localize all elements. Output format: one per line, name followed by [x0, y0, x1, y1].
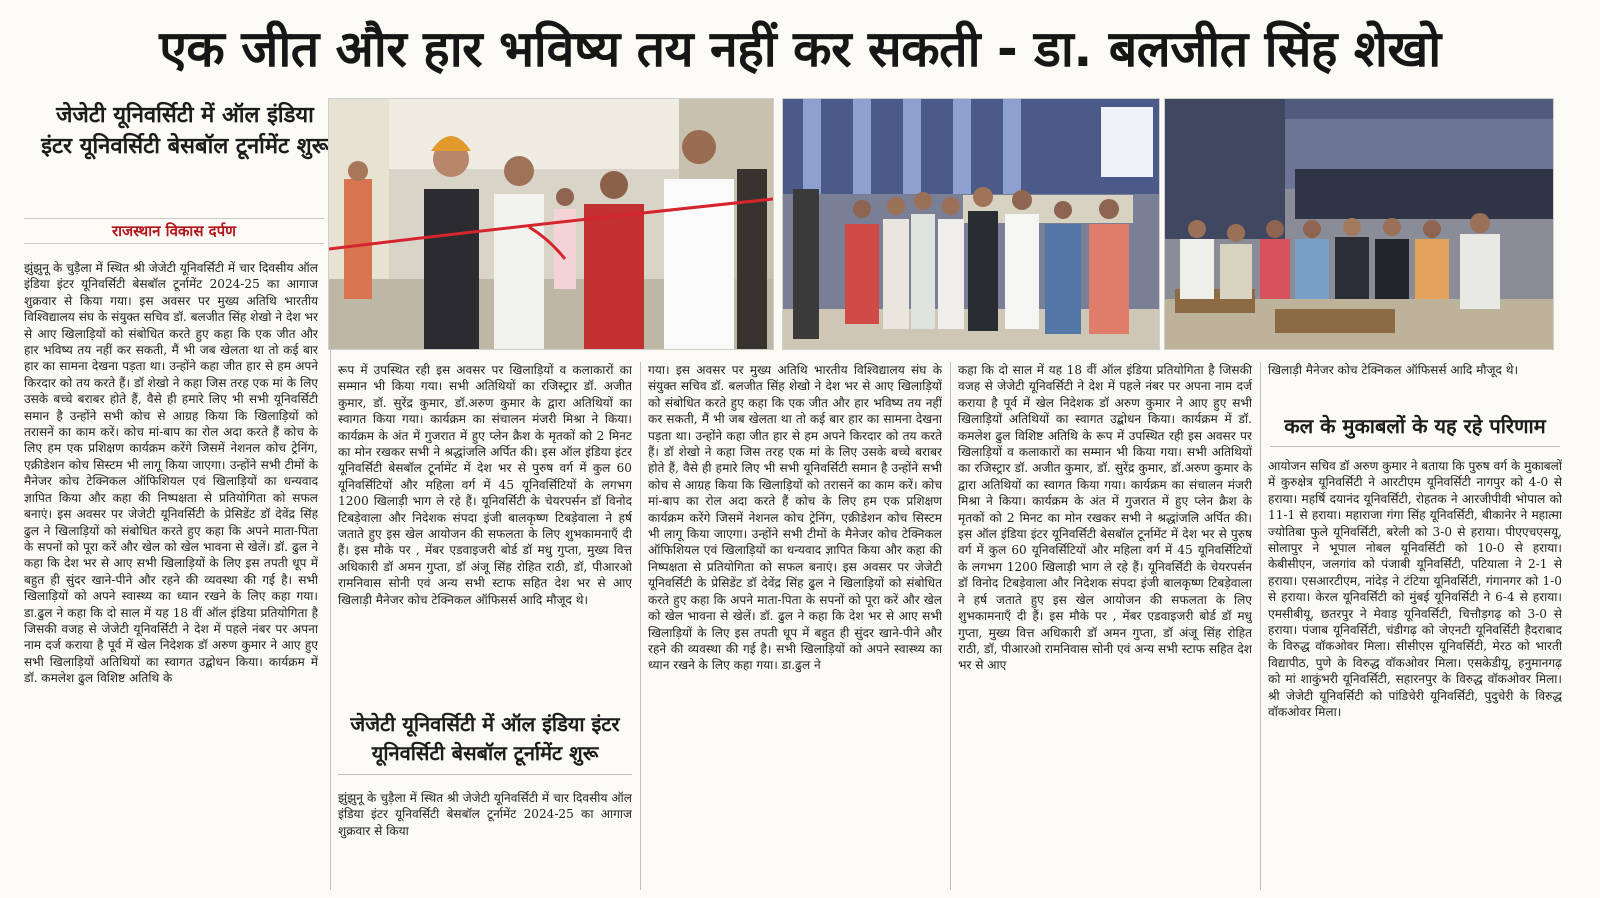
article-column-2-text: रूप में उपस्थित रही इस अवसर पर खिलाड़ियों व कलाकारों का सम्मान भी किया गया। सभी अतिथियों का रजिस्ट्रार डॉ. अजीत कुमार, डॉ. सुरेंद्र कुमार, डॉ.अरुण कुमार के द्वारा अतिथियों का स्वागत किया गया। कार्यक्रम का संचालन मंजरी मिश्रा ने किया। कार्यक्रम के अंत में गुजरात में हुए प्लेन क्रैश के मृतकों को 2 मिनट का मोन रखकर सभी ने श्रद्धांजलि अर्पित की। इस ऑल इंडिया इंटर यूनिवर्सिटी बेसबॉल टूर्नामेंट में देश भर से पुरुष वर्ग में कुल 60 यूनिवर्सिटियों और महिला वर्ग में 45 यूनिवर्सिटियों के लगभग 1200 खिलाड़ी भाग ले रहे हैं। यूनिवर्सिटी के चेयरपर्सन डॉ विनोद टिबड़ेवाला और निदेशक संपदा इंजी बालकृष्ण टिबड़ेवाला ने हर्ष जताते हुए इस खेल आयोजन की सफलता के लिए शुभकामनाएँ दी हैं। इस मौके पर , मेंबर एडवाइजरी बोर्ड डॉ मधु गुप्ता, मुख्य वित्त अधिकारी डॉ अमन गुप्ता, डॉ अंजू सिंह रोहित राठी, डॉ, पीआरओ रामनिवास सोनी एवं अन्य सभी स्टाफ सहित देश भर से आए खिलाड़ी मैनेजर कोच टेक्निकल ऑफिसर्स आदि मौजूद थे। — [338, 363, 632, 607]
article-column-1-text: झुंझुनू के चुड़ैला में स्थित श्री जेजेटी यूनिवर्सिटी में चार दिवसीय ऑल इंडिया इंटर यूनिवर्सिटी बेसबॉल टूर्नामेंट 2024-25 का आगाज शुक्रवार से किया गया। इस अवसर पर मुख्य अतिथि भारतीय विश्विद्यालय संघ के संयुक्त सचिव डॉ. बलजीत सिंह शेखो ने देश भर से आए खिलाड़ियों को संबोधित करते हुए कहा कि एक जीत और हार भविष्य तय नहीं कर सकती, मैं भी जब खेलता था तो कई बार हार का सामना देखना पड़ता था। उन्होंने कहा जीत हार से हम अपने किरदार को तय करते हैं। डॉ शेखो ने कहा जिस तरह एक मां के लिए उसके बच्चे बराबर होते हैं, वैसे ही हमारे लिए भी सभी यूनिवर्सिटी समान है उन्होंने सभी कोच से आग्रह किया कि खिलाड़ियों को तरासनें का काम करें। कोच मां-बाप का रोल अदा करते हैं कोच के लिए हम एक प्रशिक्षण कार्यक्रम करेंगे जिसमें नेशनल कोच ट्रेनिंग, एक्रीडेशन कोच सिस्टम भी लागू किया जाएगा। उन्होंने सभी टीमों के मैनेजर कोच टेक्निकल ऑफिशियल एवं खिलाड़ियों का धन्यवाद ज्ञापित किया और कहा की निष्पक्षता से प्रतियोगिता को सफल बनाएं। इस अवसर पर जेजेटी यूनिवर्सिटी के प्रेसिडेंट डॉ देवेंद्र सिंह ढुल ने खिलाड़ियों को संबोधित करते हुए कहा कि अपने माता-पिता के सपनों को पूरा करें और खेल को खेल भावना से खेलें। डॉ. ढुल ने कहा कि देश भर से आए सभी खिलाड़ियों के लिए इस तपती धूप में बहुत ही सुंदर खाने-पीने और रहने की व्यवस्था की गई है। सभी खिलाड़ियों को अपने स्वास्थ्य का ध्यान रखने के लिए कहा गया। डा.ढुल ने कहा कि दो साल में यह 18 वीं ऑल इंडिया प्रतियोगिता है जिसकी वजह से जेजेटी यूनिवर्सिटी ने देश में पहले नंबर पर अपना नाम दर्ज कराया है पूर्व में खेल निदेशक डॉ अरुण कुमार ने आए हुए सभी खिलाड़ियों अतिथियों का स्वागत उद्बोधन किया। कार्यक्रम में डॉ. कमलेश ढुल विशिष्ट अतिथि के — [24, 261, 318, 686]
results-text: आयोजन सचिव डॉ अरुण कुमार ने बताया कि पुरुष वर्ग के मुकाबलों में कुरुक्षेत्र यूनिवर्सिटी ने आरटीएम यूनिवर्सिटी नागपुर को 4-0 से हराया। महर्षि दयानंद यूनिवर्सिटी, रोहतक ने आरजीपीवी भोपाल को 11-1 से हराया। महाराजा गंगा सिंह यूनिवर्सिटी, बीकानेर ने महात्मा ज्योतिबा फुले यूनिवर्सिटी, बरेली को 3-0 से हराया। पीएएचएसयू, सोलापुर ने भूपाल नोबल यूनिवर्सिटी को 10-0 से हराया। केबीसीएन, जलगांव को पंजाबी यूनिवर्सिटी, पटियाला ने 2-1 से हराया। एसआरटीएम, नांदेड़ ने टंटिया यूनिवर्सिटी, गंगानगर को 1-0 से हराया। केरल यूनिवर्सिटी को मुंबई यूनिवर्सिटी ने 6-4 से हराया। एमसीबीयू, छतरपुर ने मेवाड़ यूनिवर्सिटी, चित्तौड़गढ़ को 3-0 से हराया। पंजाब यूनिवर्सिटी, चंडीगढ़ को जेएनटी यूनिवर्सिटी हैदराबाद के विरुद्ध वॉकओवर मिला। सीसीएस यूनिवर्सिटी, मेरठ को भारती विद्यापीठ, पुणे के विरुद्ध वॉकओवर मिला। एसकेडीयू, हनुमानगढ़ को मां शाकुंभरी यूनिवर्सिटी, सहारनपुर के विरुद्ध वॉकओवर मिला। श्री जेजेटी यूनिवर्सिटी को पांडिचेरी यूनिवर्सिटी, पुदुचेरी के विरुद्ध वॉकओवर मिला। — [1268, 459, 1562, 720]
article-column-3-text: गया। इस अवसर पर मुख्य अतिथि भारतीय विश्विद्यालय संघ के संयुक्त सचिव डॉ. बलजीत सिंह शेखो ने देश भर से आए खिलाड़ियों को संबोधित करते हुए कहा कि एक जीत और हार भविष्य तय नहीं कर सकती, मैं भी जब खेलता था तो कई बार हार का सामना देखना पड़ता था। उन्होंने कहा जीत हार से हम अपने किरदार को तय करते हैं। डॉ शेखो ने कहा जिस तरह एक मां के लिए उसके बच्चे बराबर होते हैं, वैसे ही हमारे लिए भी सभी यूनिवर्सिटी समान है उन्होंने सभी कोच से आग्रह किया कि खिलाड़ियों को तरासनें का काम करें। कोच मां-बाप का रोल अदा करते हैं कोच के लिए हम एक प्रशिक्षण कार्यक्रम करेंगे जिसमें नेशनल कोच ट्रेनिंग, एक्रीडेशन कोच सिस्टम भी लागू किया जाएगा। उन्होंने सभी टीमों के मैनेजर कोच टेक्निकल ऑफिशियल एवं खिलाड़ियों का धन्यवाद ज्ञापित किया और कहा की निष्पक्षता से प्रतियोगिता को सफल बनाएं। इस अवसर पर जेजेटी यूनिवर्सिटी के प्रेसिडेंट डॉ देवेंद्र सिंह ढुल ने खिलाड़ियों को संबोधित करते हुए कहा कि अपने माता-पिता के सपनों को पूरा करें और खेल को खेल भावना से खेलें। डॉ. ढुल ने कहा कि देश भर से आए सभी खिलाड़ियों के लिए इस तपती धूप में बहुत ही सुंदर खाने-पीने और रहने की व्यवस्था की गई है। सभी खिलाड़ियों को अपने स्वास्थ्य का ध्यान रखने के लिए कहा गया। डा.ढुल ने — [648, 363, 942, 673]
sub-article-paragraph: झुंझुनू के चुड़ैला में स्थित श्री जेजेटी यूनिवर्सिटी में चार दिवसीय ऑल इंडिया इंटर यूनिवर्सिटी बेसबॉल टूर्नामेंट 2024-25 का आगाज शुक्रवार से किया — [338, 791, 632, 838]
sub-article-heading: जेजेटी यूनिवर्सिटी में ऑल इंडिया इंटर यूनिवर्सिटी बेसबॉल टूर्नामेंट शुरू — [338, 710, 632, 775]
photo-group-dignitaries — [782, 98, 1160, 350]
headline: एक जीत और हार भविष्य तय नहीं कर सकती - डा. बलजीत सिंह शेखो — [159, 20, 1441, 78]
column-divider — [1260, 362, 1261, 890]
photo-audience-seated — [1164, 98, 1554, 350]
article-column-1 — [24, 260, 318, 890]
article-column-3 — [648, 362, 942, 890]
results-column — [1268, 458, 1562, 890]
article-column-4-text: कहा कि दो साल में यह 18 वीं ऑल इंडिया प्रतियोगिता है जिसकी वजह से जेजेटी यूनिवर्सिटी ने देश में पहले नंबर पर अपना नाम दर्ज कराया है पूर्व में खेल निदेशक डॉ अरुण कुमार ने आए हुए सभी खिलाड़ियों अतिथियों का स्वागत उद्बोधन किया। कार्यक्रम में डॉ. कमलेश ढुल विशिष्ट अतिथि के रूप में उपस्थित रही इस अवसर पर खिलाड़ियों व कलाकारों का सम्मान भी किया गया। सभी अतिथियों का रजिस्ट्रार डॉ. अजीत कुमार, डॉ. सुरेंद्र कुमार, डॉ.अरुण कुमार के द्वारा अतिथियों का स्वागत किया गया। कार्यक्रम का संचालन मंजरी मिश्रा ने किया। कार्यक्रम के अंत में गुजरात में हुए प्लेन क्रैश के मृतकों को 2 मिनट का मोन रखकर सभी ने श्रद्धांजलि अर्पित की। इस ऑल इंडिया इंटर यूनिवर्सिटी बेसबॉल टूर्नामेंट में देश भर से पुरुष वर्ग में कुल 60 यूनिवर्सिटियों और महिला वर्ग में 45 यूनिवर्सिटियों के लगभग 1200 खिलाड़ी भाग ले रहे हैं। यूनिवर्सिटी के चेयरपर्सन डॉ विनोद टिबड़ेवाला और निदेशक संपदा इंजी बालकृष्ण टिबड़ेवाला ने हर्ष जताते हुए इस खेल आयोजन की सफलता के लिए शुभकामनाएँ दी हैं। इस मौके पर , मेंबर एडवाइजरी बोर्ड डॉ मधु गुप्ता, मुख्य वित्त अधिकारी डॉ अमन गुप्ता, डॉ अंजू सिंह रोहित राठी, डॉ, पीआरओ रामनिवास सोनी एवं अन्य सभी स्टाफ सहित देश भर से आए — [958, 363, 1252, 673]
side-heading: जेजेटी यूनिवर्सिटी में ऑल इंडिया इंटर यूनिवर्सिटी बेसबॉल टूर्नामेंट शुरू — [41, 103, 329, 159]
article-column-5-text: खिलाड़ी मैनेजर कोच टेक्निकल ऑफिसर्स आदि मौजूद थे। — [1268, 363, 1519, 377]
column-divider — [640, 362, 641, 890]
sub-article-text — [338, 790, 632, 890]
column-divider — [950, 362, 951, 890]
photo-ribbon-cutting-graphic — [329, 99, 773, 349]
article-column-2 — [338, 362, 632, 696]
photo-group-dignitaries-graphic — [783, 99, 1159, 349]
photo-audience-seated-graphic — [1165, 99, 1553, 349]
source-byline: राजस्थान विकास दर्पण — [24, 218, 324, 244]
article-column-4 — [958, 362, 1252, 890]
article-column-5 — [1268, 362, 1562, 402]
results-heading: कल के मुकाबलों के यह रहे परिणाम — [1270, 412, 1560, 447]
photo-ribbon-cutting — [328, 98, 774, 350]
